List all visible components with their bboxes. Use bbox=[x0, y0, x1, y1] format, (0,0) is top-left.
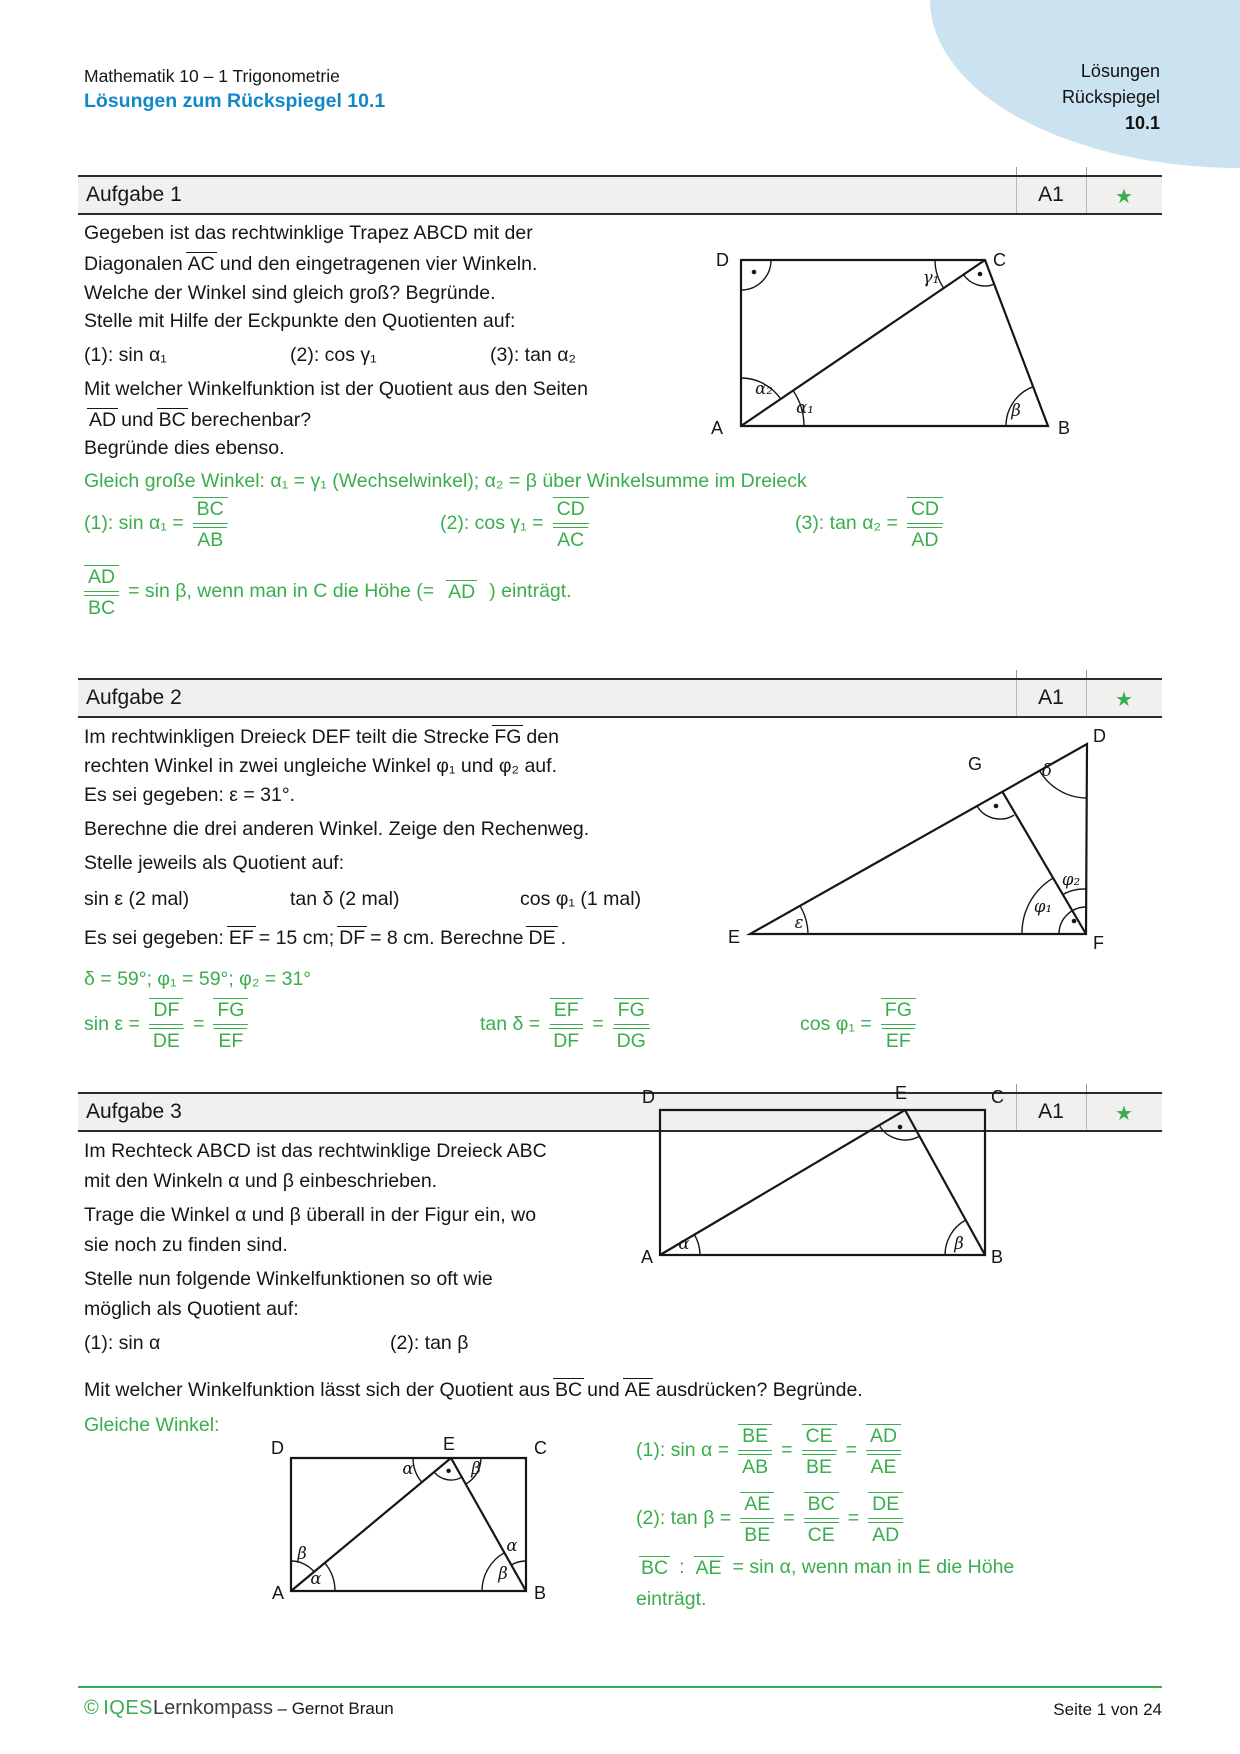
task2-title: Aufgabe 2 bbox=[86, 686, 182, 709]
angle-arc-alpha-E bbox=[413, 1458, 422, 1482]
fraction-EF-DF: $\frac{EF}{DF}$ bbox=[549, 998, 583, 1051]
right-angle-dot-C bbox=[978, 272, 983, 277]
task1-solution-line: Gleich große Winkel: α₁ = γ₁ (Wechselwinkel); α₂ = β über Winkelsumme im Dreieck bbox=[84, 470, 807, 492]
course-title: Mathematik 10 – 1 Trigonometrie bbox=[84, 66, 340, 86]
right-angle-arc-D bbox=[741, 260, 771, 290]
task2-line2: rechten Winkel in zwei ungleiche Winkel φ₁ und φ₂ auf. bbox=[84, 755, 557, 777]
task2-formula2: tan δ = $\frac{EF}{DF}$ = $\frac{FG}{DG}$ bbox=[480, 998, 650, 1051]
fraction-CD-AD: $\frac{CD}{AD}$ bbox=[907, 497, 943, 550]
footer-page-number: Seite 1 von 24 bbox=[1053, 1700, 1162, 1719]
fraction-FG-EF: $\frac{FG}{EF}$ bbox=[213, 998, 248, 1051]
task3-line7: Mit welcher Winkelfunktion lässt sich der Quotient aus BC und AE ausdrücken? Begründe. bbox=[84, 1379, 863, 1401]
task3-line4: sie noch zu finden sind. bbox=[84, 1234, 288, 1256]
fraction-DF-DE: $\frac{DF}{DE}$ bbox=[149, 998, 184, 1051]
task1-line1: Gegeben ist das rechtwinklige Trapez ABCD mit der bbox=[84, 222, 533, 244]
right-angle-dot-E bbox=[446, 1469, 450, 1473]
angle-label-alpha-A: α bbox=[310, 1569, 322, 1588]
task2-line1: Im rechtwinkligen Dreieck DEF teilt die Strecke FG den bbox=[84, 726, 559, 748]
task1-formula1: (1): sin α₁ = $\frac{BC}{AB}$ bbox=[84, 497, 228, 550]
task1-formula3: (3): tan α₂ = $\frac{CD}{AD}$ bbox=[795, 497, 943, 550]
angle-label-alpha: α bbox=[678, 1234, 690, 1253]
vertex-label-D: D bbox=[716, 250, 729, 270]
angle-label-alpha1: α₁ bbox=[796, 398, 814, 417]
segment-DE: DE bbox=[528, 927, 556, 949]
fraction-BC-CE: $\frac{BC}{CE}$ bbox=[804, 1492, 839, 1545]
vertex-label-E: E bbox=[727, 927, 740, 947]
angle-label-beta-E: β bbox=[471, 1459, 481, 1478]
angle-label-alpha-B: α bbox=[506, 1536, 518, 1555]
vertex-label-C: C bbox=[534, 1438, 547, 1458]
task1-quotient1: (1): sin α₁ bbox=[84, 344, 167, 366]
task1-header-bar bbox=[78, 175, 1162, 215]
copyright-icon: © bbox=[84, 1697, 99, 1719]
trapezoid-outline bbox=[741, 260, 1048, 426]
right-angle-dot-D bbox=[752, 270, 757, 275]
rectangle-figure-task bbox=[625, 1085, 1005, 1275]
task2-line3: Es sei gegeben: ε = 31°. bbox=[84, 784, 296, 806]
segment-BC: BC bbox=[555, 1379, 583, 1401]
right-angle-arc-E bbox=[434, 1472, 462, 1480]
tick-mark bbox=[1086, 167, 1087, 175]
angle-arc-alpha-B bbox=[511, 1561, 526, 1565]
rectangle-outline bbox=[660, 1110, 985, 1255]
right-angle-dot-F bbox=[1072, 919, 1077, 924]
task2-header-bar bbox=[78, 678, 1162, 718]
tick-mark bbox=[1086, 670, 1087, 678]
task3-formula2: (2): tan β = $\frac{AE}{BE}$ = $\frac{BC}{CE}$ = $\frac{DE}{AD}$ bbox=[636, 1492, 903, 1545]
footer-rule bbox=[78, 1686, 1162, 1688]
line-EB bbox=[905, 1110, 985, 1255]
fraction-BE-AB: $\frac{BE}{AB}$ bbox=[738, 1424, 772, 1477]
page-title: Lösungen zum Rückspiegel 10.1 bbox=[84, 90, 386, 112]
task3-title: Aufgabe 3 bbox=[86, 1100, 182, 1123]
segment-AE: AE bbox=[624, 1379, 651, 1401]
angle-label-beta-A: β bbox=[297, 1544, 307, 1563]
line-EB bbox=[451, 1458, 526, 1591]
segment-AC: AC bbox=[187, 253, 215, 275]
angle-label-beta: β bbox=[1011, 401, 1021, 420]
badge-line2: Rückspiegel bbox=[1061, 87, 1160, 107]
vertex-label-E: E bbox=[442, 1434, 456, 1454]
vertex-label-D: D bbox=[271, 1438, 284, 1458]
vertex-label-A: A bbox=[710, 418, 723, 438]
task3-formula3: BC : AE = sin α, wenn man in E die Höhe bbox=[641, 1556, 1015, 1580]
task2-formula1: sin ε = $\frac{DF}{DE}$ = $\frac{FG}{EF}$ bbox=[84, 998, 248, 1051]
fraction-CE-BE: $\frac{CE}{BE}$ bbox=[802, 1424, 837, 1477]
task2-line6: Es sei gegeben: EF = 15 cm; DF = 8 cm. Berechne DE . bbox=[84, 927, 566, 949]
task1-line3: Welche der Winkel sind gleich groß? Begründe. bbox=[84, 282, 496, 304]
fraction-DE-AD: $\frac{DE}{AD}$ bbox=[868, 1492, 903, 1545]
vertex-label-D: D bbox=[1093, 726, 1106, 746]
task1-line6: AD und BC berechenbar? bbox=[89, 409, 312, 431]
vertex-label-A: A bbox=[640, 1247, 653, 1267]
angle-arc-alpha-A bbox=[325, 1563, 335, 1591]
fraction-AD-AE: $\frac{AD}{AE}$ bbox=[866, 1424, 901, 1477]
star-icon: ★ bbox=[1115, 1103, 1133, 1125]
task3-quotient1: (1): sin α bbox=[84, 1332, 161, 1354]
brand-iqes: IQES bbox=[103, 1697, 153, 1719]
task1-line5: Mit welcher Winkelfunktion ist der Quotient aus den Seiten bbox=[84, 378, 589, 400]
tick-mark bbox=[1016, 167, 1017, 175]
task1-quotient3: (3): tan α₂ bbox=[490, 344, 577, 366]
angle-arc-phi2 bbox=[1063, 889, 1087, 895]
right-angle-arc-C bbox=[964, 275, 995, 286]
fraction-FG-EF: $\frac{FG}{EF}$ bbox=[881, 998, 916, 1051]
vertex-label-A: A bbox=[271, 1583, 284, 1603]
segment-AD: AD bbox=[89, 409, 117, 431]
fraction-CD-AC: $\frac{CD}{AC}$ bbox=[553, 497, 589, 550]
task2-quotient1: sin ε (2 mal) bbox=[84, 888, 190, 910]
angle-label-phi2: φ₂ bbox=[1061, 870, 1081, 889]
vertex-label-E: E bbox=[894, 1083, 908, 1103]
task1-line4: Stelle mit Hilfe der Eckpunkte den Quotienten auf: bbox=[84, 310, 516, 332]
vertex-label-G: G bbox=[967, 754, 982, 774]
badge-line3: 10.1 bbox=[1124, 113, 1160, 133]
task3-formula3-cont: einträgt. bbox=[636, 1588, 707, 1610]
rectangle-figure-solution bbox=[256, 1434, 561, 1613]
right-angle-dot-G bbox=[994, 804, 999, 809]
task3-level-badge: A1 bbox=[1038, 1100, 1064, 1123]
angle-label-beta: β bbox=[954, 1234, 964, 1253]
line-AE bbox=[660, 1110, 905, 1255]
footer-author: – Gernot Braun bbox=[277, 1699, 394, 1718]
angle-label-alpha-E: α bbox=[402, 1459, 414, 1478]
task3-quotient2: (2): tan β bbox=[390, 1332, 469, 1354]
segment-EF: EF bbox=[228, 927, 254, 949]
angle-label-phi1: φ₁ bbox=[1033, 897, 1053, 916]
angle-label-beta-B: β bbox=[498, 1564, 508, 1583]
fraction-FG-DG: $\frac{FG}{DG}$ bbox=[613, 998, 650, 1051]
trapezoid-figure bbox=[655, 250, 1085, 438]
vertex-label-C: C bbox=[991, 1087, 1004, 1107]
task1-level-badge: A1 bbox=[1038, 183, 1064, 206]
fraction-AD-BC: $\frac{AD}{BC}$ bbox=[84, 565, 119, 618]
task2-line4: Berechne die drei anderen Winkel. Zeige den Rechenweg. bbox=[84, 818, 590, 840]
task3-line6: möglich als Quotient auf: bbox=[84, 1298, 299, 1320]
fraction-BC-AB: $\frac{BC}{AB}$ bbox=[193, 497, 228, 550]
segment-AE: AE bbox=[695, 1557, 722, 1580]
task3-solution-label: Gleiche Winkel: bbox=[84, 1414, 220, 1436]
task3-formula1: (1): sin α = $\frac{BE}{AB}$ = $\frac{CE}{BE}$ = $\frac{AD}{AE}$ bbox=[636, 1424, 901, 1477]
task3-line2: mit den Winkeln α und β einbeschrieben. bbox=[84, 1170, 438, 1192]
task2-quotient2: tan δ (2 mal) bbox=[290, 888, 400, 910]
task1-quotient2: (2): cos γ₁ bbox=[290, 344, 377, 366]
fraction-AE-BE: $\frac{AE}{BE}$ bbox=[740, 1492, 774, 1545]
vertex-label-B: B bbox=[534, 1583, 547, 1603]
task2-line5: Stelle jeweils als Quotient auf: bbox=[84, 852, 345, 874]
segment-BC: BC bbox=[641, 1557, 669, 1580]
diagonal-AC bbox=[741, 260, 985, 426]
task1-title: Aufgabe 1 bbox=[86, 183, 182, 206]
segment-FG: FG bbox=[494, 726, 522, 748]
segment-AD: AD bbox=[448, 581, 476, 604]
tick-mark bbox=[1086, 1084, 1087, 1092]
segment-DF: DF bbox=[339, 927, 366, 949]
task2-level-badge: A1 bbox=[1038, 686, 1064, 709]
angle-label-delta: δ bbox=[1042, 761, 1052, 780]
vertex-label-B: B bbox=[1058, 418, 1071, 438]
task2-formula3: cos φ₁ = $\frac{FG}{EF}$ bbox=[800, 998, 916, 1051]
angle-label-alpha2: α₂ bbox=[755, 379, 773, 398]
task3-line3: Trage die Winkel α und β überall in der Figur ein, wo bbox=[84, 1204, 537, 1226]
segment-BC: BC bbox=[158, 409, 186, 431]
angle-arc-alpha bbox=[694, 1235, 700, 1255]
task1-formula2: (2): cos γ₁ = $\frac{CD}{AC}$ bbox=[440, 497, 589, 550]
task1-formula4: $\frac{AD}{BC}$ = sin β, wenn man in C die Höhe (= AD ) einträgt. bbox=[84, 565, 572, 618]
task2-solution-line: δ = 59°; φ₁ = 59°; φ₂ = 31° bbox=[84, 968, 312, 990]
angle-label-epsilon: ε bbox=[794, 913, 804, 932]
triangle-def-figure bbox=[700, 728, 1112, 958]
star-icon: ★ bbox=[1115, 689, 1133, 711]
task3-line1: Im Rechteck ABCD ist das rechtwinklige Dreieck ABC bbox=[84, 1140, 547, 1162]
star-icon: ★ bbox=[1115, 186, 1133, 208]
vertex-label-B: B bbox=[991, 1247, 1004, 1267]
vertex-label-D: D bbox=[642, 1087, 655, 1107]
right-angle-dot-E bbox=[898, 1125, 903, 1130]
vertex-label-F: F bbox=[1093, 933, 1104, 953]
vertex-label-C: C bbox=[993, 250, 1006, 270]
task1-line7: Begründe dies ebenso. bbox=[84, 437, 285, 459]
task1-line2: Diagonalen AC und den eingetragenen vier Winkeln. bbox=[84, 253, 538, 275]
badge-line1: Lösungen bbox=[1080, 61, 1160, 81]
tick-mark bbox=[1016, 670, 1017, 678]
brand-lernkompass: Lernkompass bbox=[153, 1697, 274, 1719]
corner-badge-text bbox=[1062, 58, 1160, 136]
tick-mark bbox=[1016, 1084, 1017, 1092]
angle-label-gamma1: γ₁ bbox=[922, 268, 940, 287]
task2-quotient3: cos φ₁ (1 mal) bbox=[520, 888, 642, 910]
task3-line5: Stelle nun folgende Winkelfunktionen so oft wie bbox=[84, 1268, 493, 1290]
footer-brand bbox=[84, 1697, 394, 1720]
